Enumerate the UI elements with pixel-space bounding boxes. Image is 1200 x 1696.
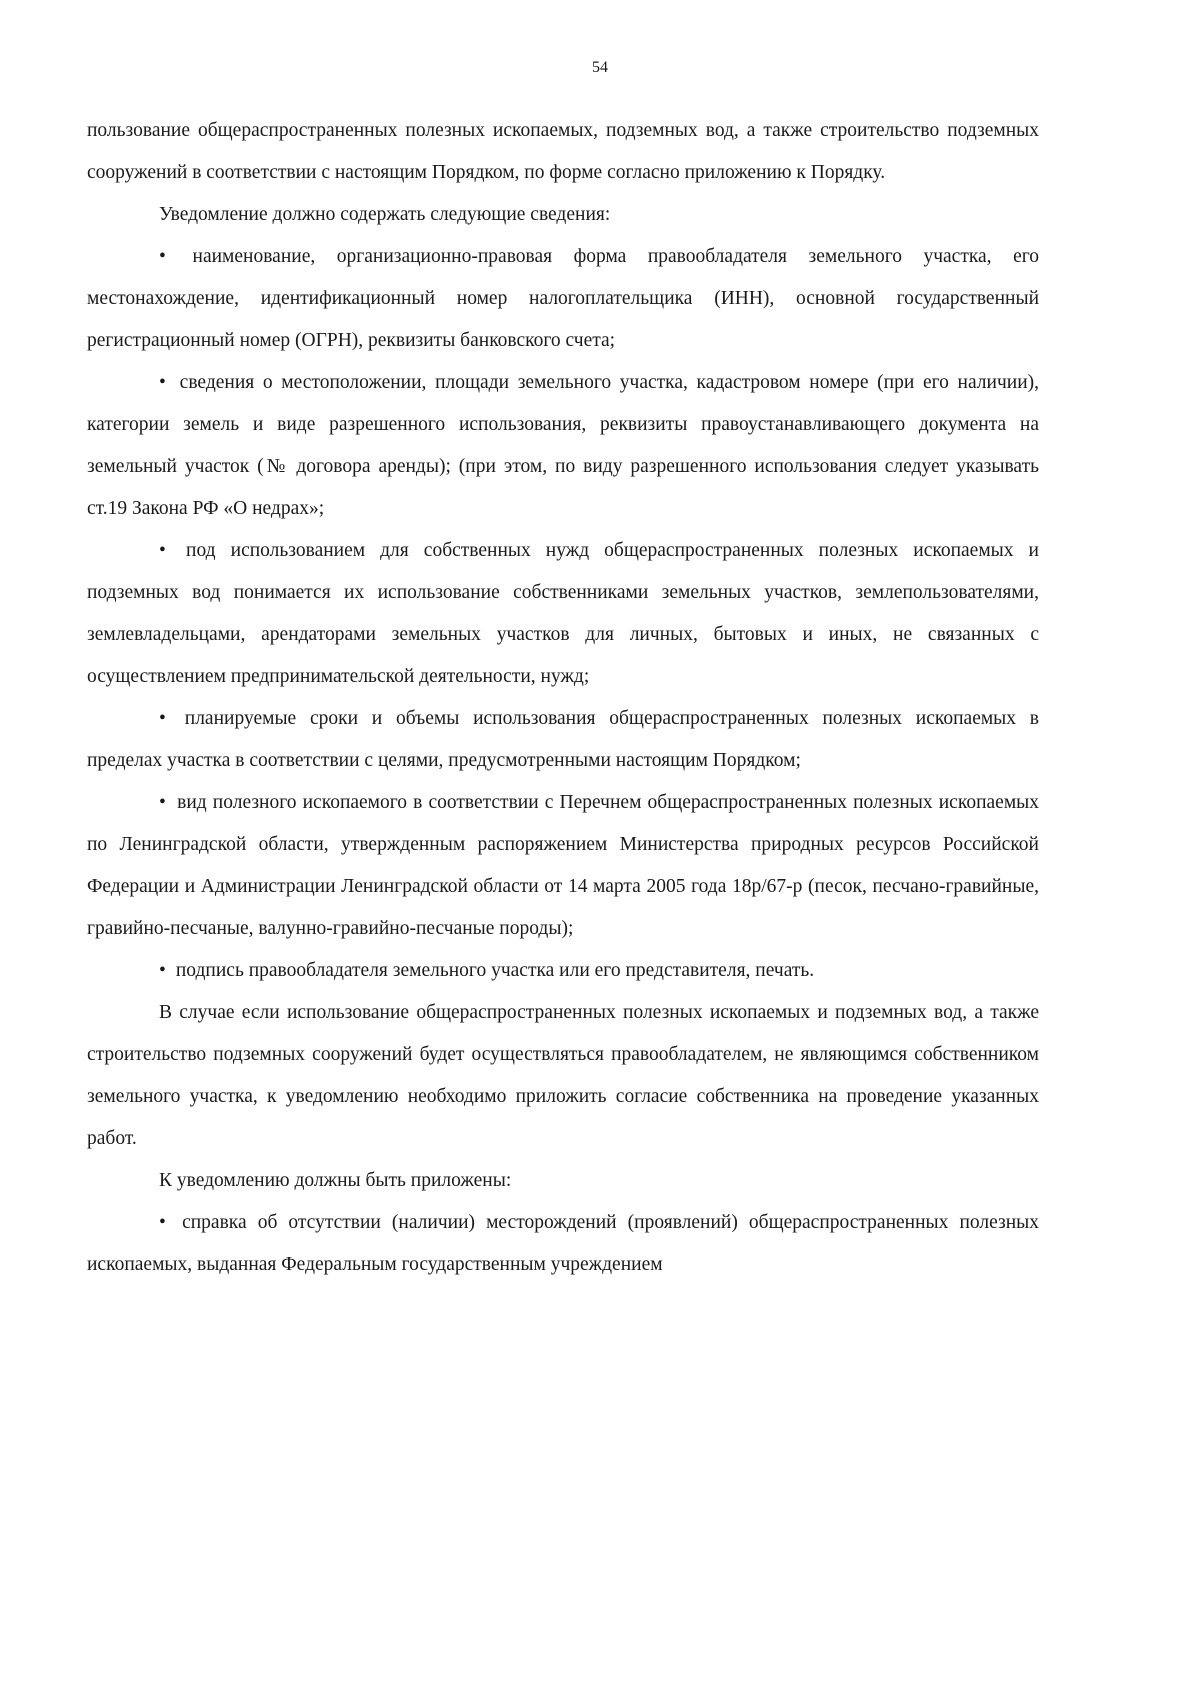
list-item-text: справка об отсутствии (наличии) месторождений (проявлений) общераспространенных полезных ископаемых, выданная Федеральным государственным учреждением bbox=[87, 1212, 1039, 1275]
list-item-text: планируемые сроки и объемы использования общераспространенных полезных ископаемых в пределах участка в соответствии с целями, предусмотренными настоящим Порядком; bbox=[87, 708, 1039, 771]
bullet-icon: • bbox=[159, 708, 166, 729]
bullet-icon: • bbox=[159, 540, 166, 561]
paragraph-consent bbox=[87, 992, 1039, 1160]
list-item bbox=[87, 1202, 1039, 1286]
body-text bbox=[87, 110, 1039, 1286]
list-item bbox=[87, 530, 1039, 698]
paragraph-text: В случае если использование общераспространенных полезных ископаемых и подземных вод, а также строительство подземных сооружений будет осуществляться правообладателем, не являющимся собственником земельного участка, к уведомлению необходимо приложить согласие собственника на проведение указанных работ. bbox=[87, 1002, 1039, 1149]
paragraph-continuation bbox=[87, 110, 1039, 194]
list-item-text: подпись правообладателя земельного участка или его представителя, печать. bbox=[175, 960, 815, 981]
list-item-text: под использованием для собственных нужд общераспространенных полезных ископаемых и подземных вод понимается их использование собственниками земельных участков, землепользователями, землевладельцами, арендаторами земельных участков для личных, бытовых и иных, не связанных с осуществлением предпринимательской деятельности, нужд; bbox=[87, 540, 1039, 687]
list-item bbox=[87, 950, 1039, 992]
list-item bbox=[87, 698, 1039, 782]
paragraph-intro bbox=[87, 194, 1039, 236]
paragraph-text: пользование общераспространенных полезных ископаемых, подземных вод, а также строительство подземных сооружений в соответствии с настоящим Порядком, по форме согласно приложению к Порядку. bbox=[87, 120, 1039, 183]
list-item-text: вид полезного ископаемого в соответствии с Перечнем общераспространенных полезных ископаемых по Ленинградской области, утвержденным распоряжением Министерства природных ресурсов Российской Федерации и Администрации Ленинградской области от 14 марта 2005 года 18р/67-р (песок, песчано-гравийные, гравийно-песчаные, валунно-гравийно-песчаные породы); bbox=[87, 792, 1040, 939]
bullet-icon: • bbox=[159, 372, 166, 393]
list-item bbox=[87, 362, 1039, 530]
list-item bbox=[87, 782, 1039, 950]
paragraph-attachments-intro bbox=[87, 1160, 1039, 1202]
paragraph-text: Уведомление должно содержать следующие сведения: bbox=[159, 204, 611, 225]
list-item bbox=[87, 236, 1039, 362]
paragraph-text: К уведомлению должны быть приложены: bbox=[159, 1170, 512, 1191]
bullet-icon: • bbox=[159, 792, 166, 813]
bullet-icon: • bbox=[159, 960, 166, 981]
bullet-icon: • bbox=[159, 246, 166, 267]
bullet-icon: • bbox=[159, 1212, 166, 1233]
page-number: 54 bbox=[592, 59, 608, 76]
list-item-text: сведения о местоположении, площади земельного участка, кадастровом номере (при его наличии), категории земель и виде разрешенного использования, реквизиты правоустанавливающего документа на земельный участок (№ договора аренды); (при этом, по виду разрешенного использования следует указывать ст.19 Закона РФ «О недрах»; bbox=[87, 372, 1040, 519]
list-item-text: наименование, организационно-правовая форма правообладателя земельного участка, его местонахождение, идентификационный номер налогоплательщика (ИНН), основной государственный регистрационный номер (ОГРН), реквизиты банковского счета; bbox=[87, 246, 1039, 351]
